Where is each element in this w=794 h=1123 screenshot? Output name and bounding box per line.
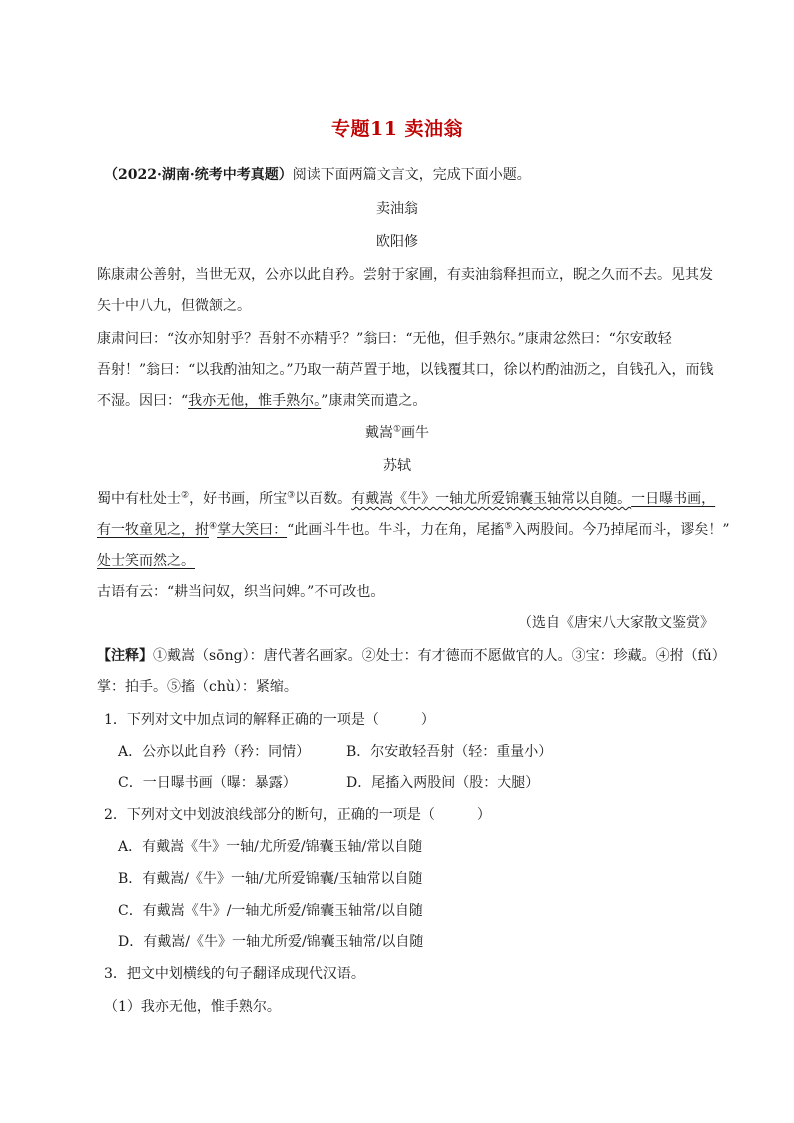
footnote-marker: ② <box>181 490 190 501</box>
footnote-marker: ④ <box>209 521 218 532</box>
q2-option-b: B．有戴嵩/《牛》一轴/尤所爱锦囊/玉轴常以自随 <box>118 871 423 887</box>
underlined-sentence: 处士笑而然之。 <box>97 553 195 569</box>
wavy-underlined-sentence: 有戴嵩《牛》一轴尤所爱锦囊玉轴常以自随。 <box>351 491 632 507</box>
q3-stem: 3．把文中划横线的句子翻译成现代汉语。 <box>104 966 365 982</box>
q2-stem: 2．下列对文中划波浪线部分的断句，正确的一项是（ ） <box>104 807 491 823</box>
text1-p1-line2: 矢十中八九，但微颔之。 <box>97 298 251 314</box>
footnote-marker: ⑤ <box>504 521 513 532</box>
q1-option-d: D．尾搐入两股间（股：大腿） <box>346 775 540 791</box>
underlined-sentence: 我亦无他，惟手熟尔。 <box>188 393 322 409</box>
text1-p2-line2: 吾射！”翁曰：“以我酌油知之。”乃取一葫芦置于地，以钱覆其口，徐以杓酌油沥之，自钱孔入，而钱 <box>97 362 714 378</box>
text2-l1-mid2: 以百数。 <box>295 491 352 507</box>
instruction-text: 阅读下面两篇文言文，完成下面小题。 <box>292 167 531 183</box>
q1-option-b: B．尔安敢轻吾射（轻：重量小） <box>346 744 553 760</box>
q1-stem: 1．下列对文中加点词的解释正确的一项是（ ） <box>104 712 435 728</box>
notes-text1: ①戴嵩（sōng）：唐代著名画家。②处士：有才德而不愿做官的人。③宝：珍藏。④拊（fǔ） <box>153 648 726 664</box>
text2-p1-line2 <box>97 519 730 539</box>
text2-l1-mid: ，好书画，所宝 <box>189 491 288 507</box>
text2-p1-line3 <box>97 550 717 570</box>
q3-sub1: （1）我亦无他，惟手熟尔。 <box>104 999 281 1015</box>
q1-option-c: C．一日曝书画（曝：暴露） <box>118 775 297 791</box>
q2-option-d: D．有戴嵩/《牛》一轴尤所爱/锦囊玉轴常/以自随 <box>118 934 424 950</box>
text1-p2-line3-post: ”康肃笑而遣之。 <box>321 393 427 409</box>
source-citation: （选自《唐宋八大家散文鉴赏》 <box>518 615 714 631</box>
notes-line1 <box>97 645 726 665</box>
text2-author: 苏轼 <box>383 458 411 474</box>
text2-p1-line1 <box>97 488 717 508</box>
notes-label: 【注释】 <box>97 648 153 664</box>
intro-line <box>104 164 724 184</box>
notes-line2: 掌：拍手。⑤搐（chù）：紧缩。 <box>97 679 298 695</box>
underlined-sentence: 一日曝书画， <box>631 491 716 507</box>
text2-title <box>0 422 794 442</box>
text1-author: 欧阳修 <box>376 234 418 250</box>
text1-title: 卖油翁 <box>376 201 418 217</box>
footnote-marker: ③ <box>287 490 296 501</box>
q2-option-c: C．有戴嵩《牛》/一轴尤所爱/锦囊玉轴常/以自随 <box>118 903 423 919</box>
q2-option-a: A．有戴嵩《牛》一轴/尤所爱/锦囊玉轴/常以自随 <box>118 839 423 855</box>
text2-l1-pre: 蜀中有杜处士 <box>97 491 181 507</box>
underlined-sentence: 有一牧童见之，拊 <box>97 522 209 538</box>
question-source: （2022·湖南·统考中考真题） <box>104 167 293 183</box>
text1-p2-line3-pre: 不湿。因曰：“ <box>97 393 189 409</box>
page-title: 专题11 卖油翁 <box>330 118 464 140</box>
text1-p1-line1: 陈康肃公善射，当世无双，公亦以此自矜。尝射于家圃，有卖油翁释担而立，睨之久而不去。见其发 <box>97 267 713 283</box>
text1-p2-line3 <box>97 390 717 410</box>
text2-saying: 古语有云：“耕当问奴，织当问婢。”不可改也。 <box>97 584 385 600</box>
text2-l2-post2: 入两股间。今乃掉尾而斗，谬矣！” <box>512 522 730 538</box>
underlined-sentence: 掌大笑曰： <box>217 522 288 538</box>
q1-option-a: A．公亦以此自矜（矜：同情） <box>118 744 311 760</box>
footnote-marker: ① <box>392 424 402 435</box>
text2-l2-post: “此画斗牛也。牛斗，力在角，尾搐 <box>287 522 505 538</box>
text2-title-main: 戴嵩 <box>364 425 393 441</box>
text2-title-post: 画牛 <box>401 425 430 441</box>
text1-p2-line1: 康肃问曰：“汝亦知射乎？吾射不亦精乎？”翁曰：“无他，但手熟尔。”康肃忿然曰：“尔安敢轻 <box>97 331 672 347</box>
